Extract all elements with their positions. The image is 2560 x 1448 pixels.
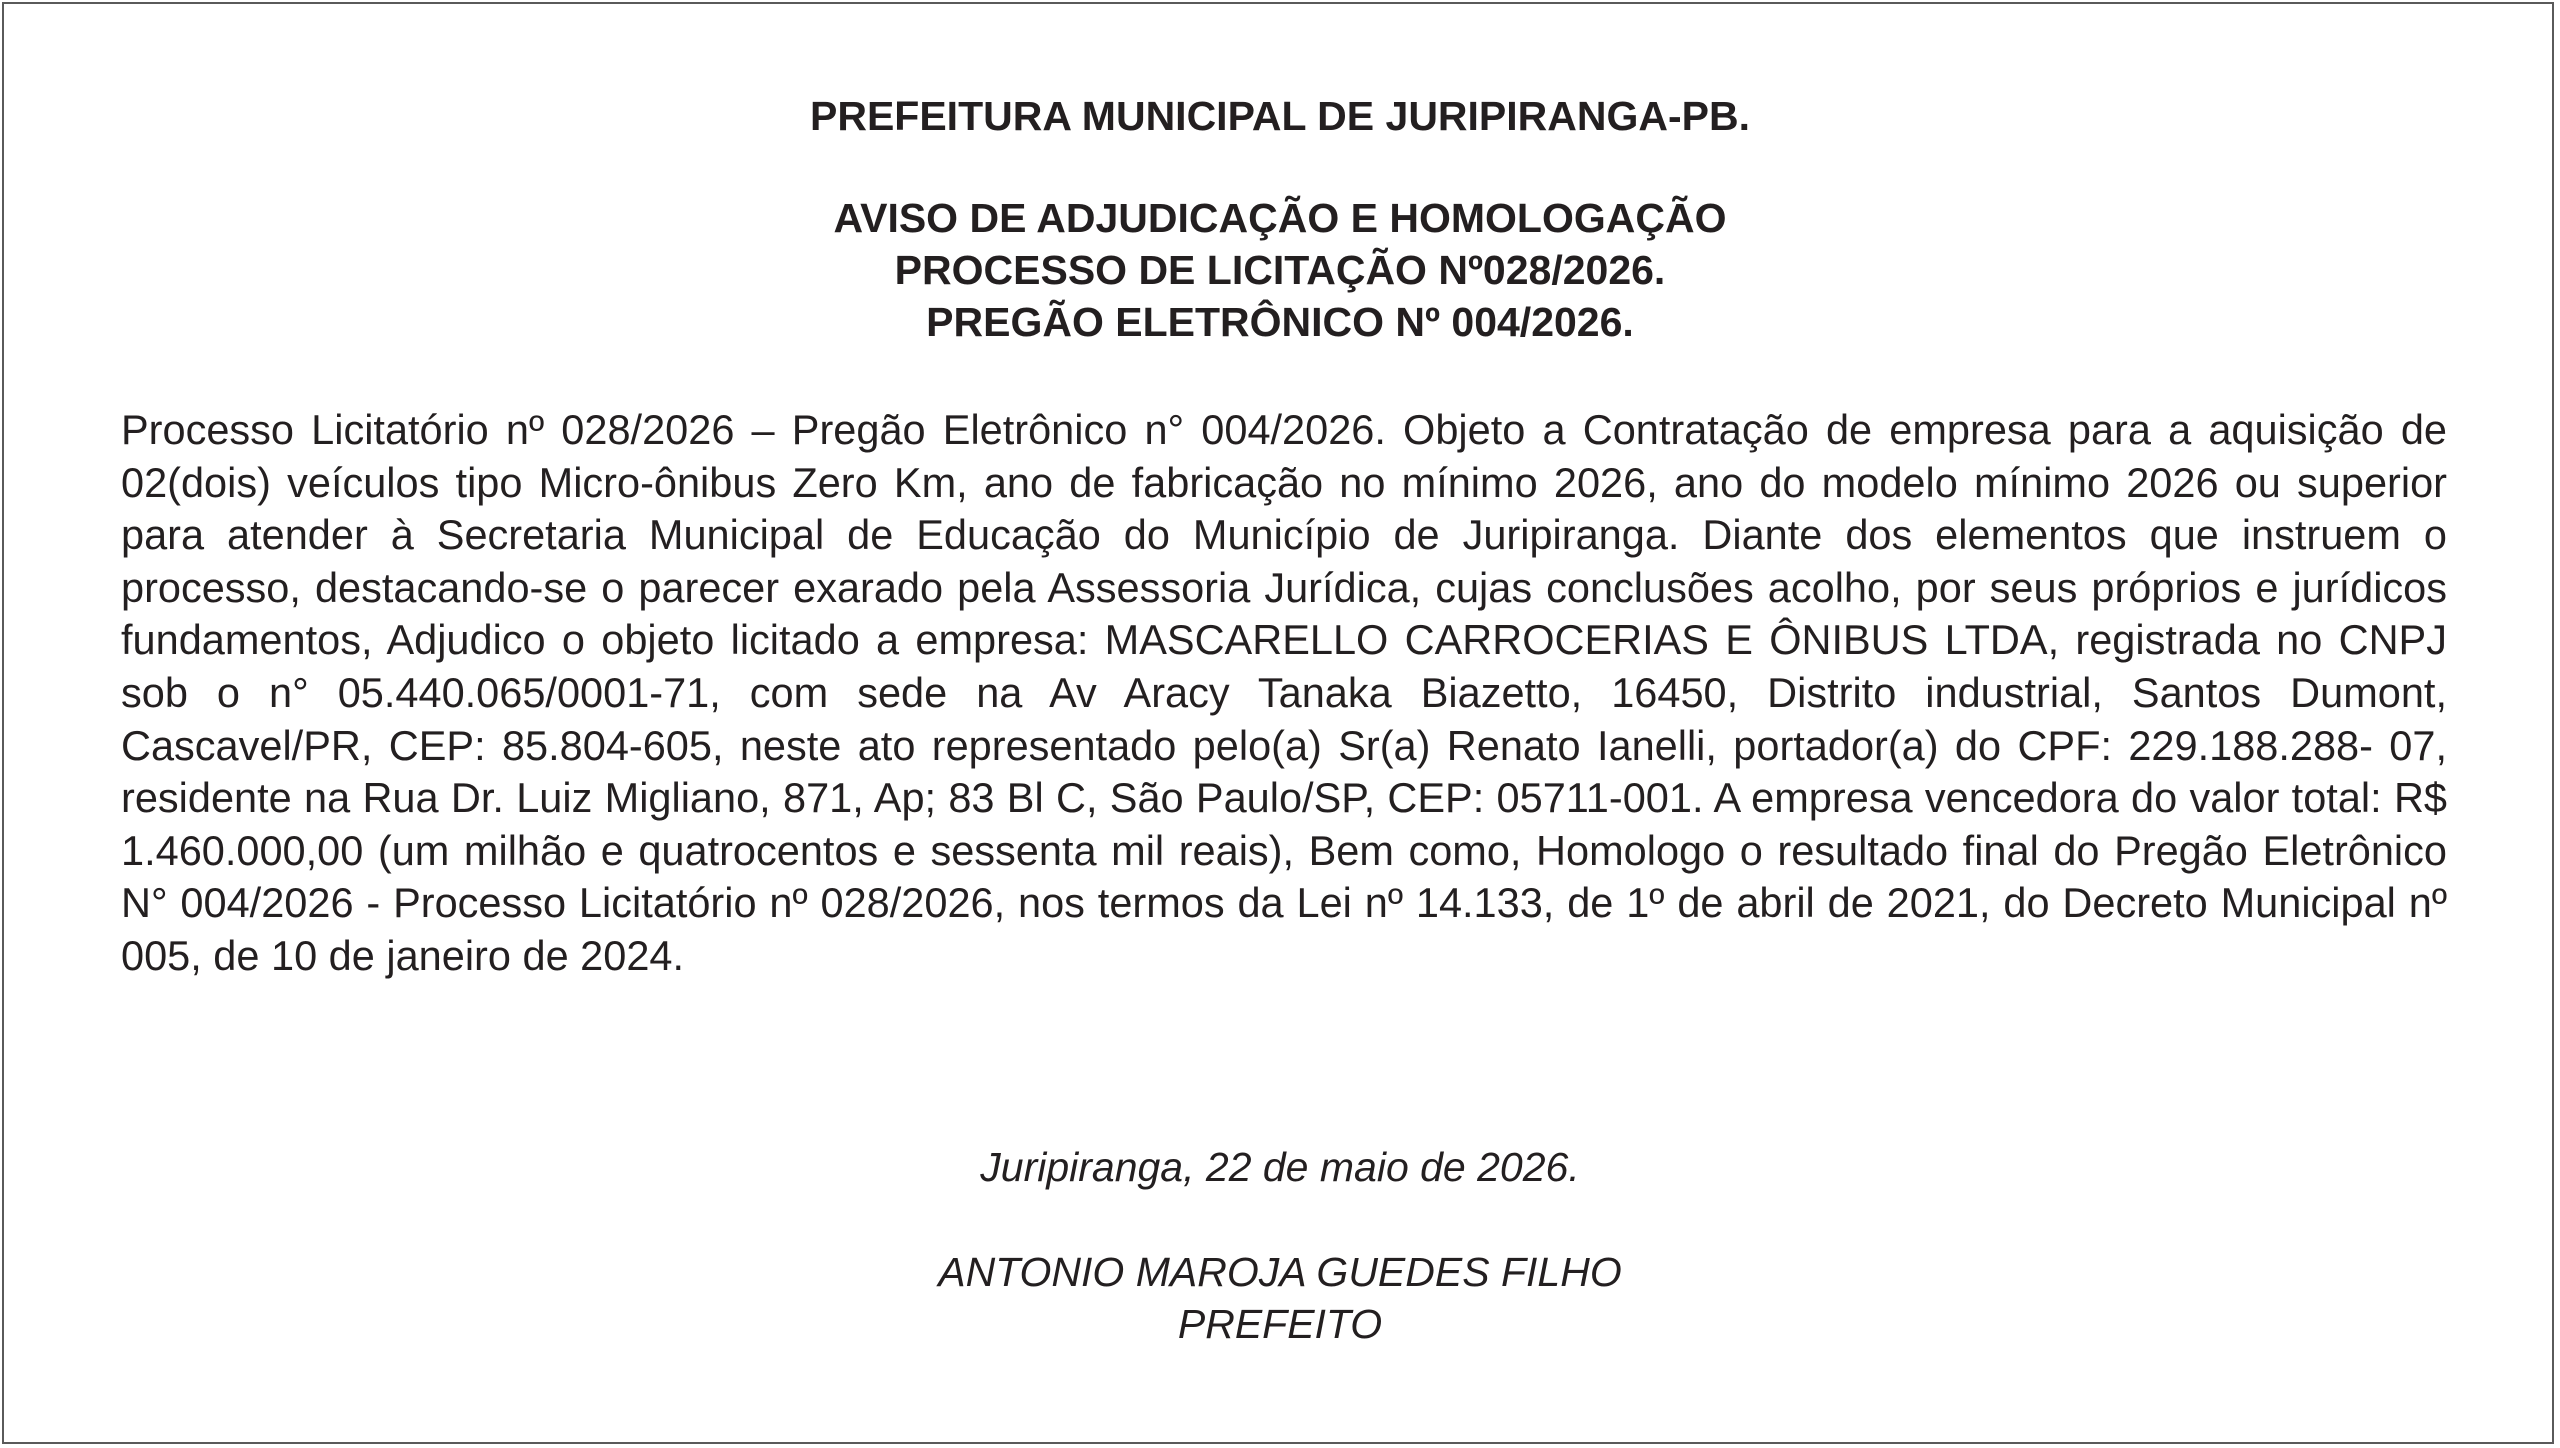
notice-frame xyxy=(2,2,2554,1444)
place-date: Juripiranga, 22 de maio de 2026. xyxy=(980,1144,1580,1190)
municipality-heading xyxy=(4,90,2556,142)
notice-body-paragraph: Processo Licitatório nº 028/2026 – Pregão Eletrônico n° 004/2026. Objeto a Contratação de empresa para a aquisição de 02(dois) veículos tipo Micro-ônibus Zero Km, ano de fabricação no mínimo 2026, ano do modelo mínimo 2026 ou superior para atender à Secretaria Municipal de Educação do Município de Juripiranga. Diante dos elementos que instruem o processo, destacando-se o parecer exarado pela Assessoria Jurídica, cujas conclusões acolho, por seus próprios e jurídicos fundamentos, Adjudico o objeto licitado a empresa: MASCARELLO CARROCERIAS E ÔNIBUS LTDA, registrada no CNPJ sob o n° 05.440.065/0001-71, com sede na Av Aracy Tanaka Biazetto, 16450, Distrito industrial, Santos Dumont, Cascavel/PR, CEP: 85.804-605, neste ato representado pelo(a) Sr(a) Renato Ianelli, portador(a) do CPF: 229.188.288- 07, residente na Rua Dr. Luiz Migliano, 871, Ap; 83 Bl C, São Paulo/SP, CEP: 05711-001. A empresa vencedora do valor total: R$ 1.460.000,00 (um milhão e quatrocentos e sessenta mil reais), Bem como, Homologo o resultado final do Pregão Eletrônico N° 004/2026 - Processo Licitatório nº 028/2026, nos termos da Lei nº 14.133, de 1º de abril de 2021, do Decreto Municipal nº 005, de 10 de janeiro de 2024. xyxy=(121,406,2447,979)
notice-title: AVISO DE ADJUDICAÇÃO E HOMOLOGAÇÃO xyxy=(833,195,1727,241)
auction-number: PREGÃO ELETRÔNICO Nº 004/2026. xyxy=(926,299,1634,345)
municipality-title: PREFEITURA MUNICIPAL DE JURIPIRANGA-PB. xyxy=(809,93,1751,139)
signer-title: PREFEITO xyxy=(1177,1301,1383,1347)
process-number: PROCESSO DE LICITAÇÃO Nº028/2026. xyxy=(894,247,1666,293)
notice-heading xyxy=(4,192,2556,348)
signer-name: ANTONIO MAROJA GUEDES FILHO xyxy=(938,1249,1622,1295)
signature-block xyxy=(4,1246,2556,1350)
